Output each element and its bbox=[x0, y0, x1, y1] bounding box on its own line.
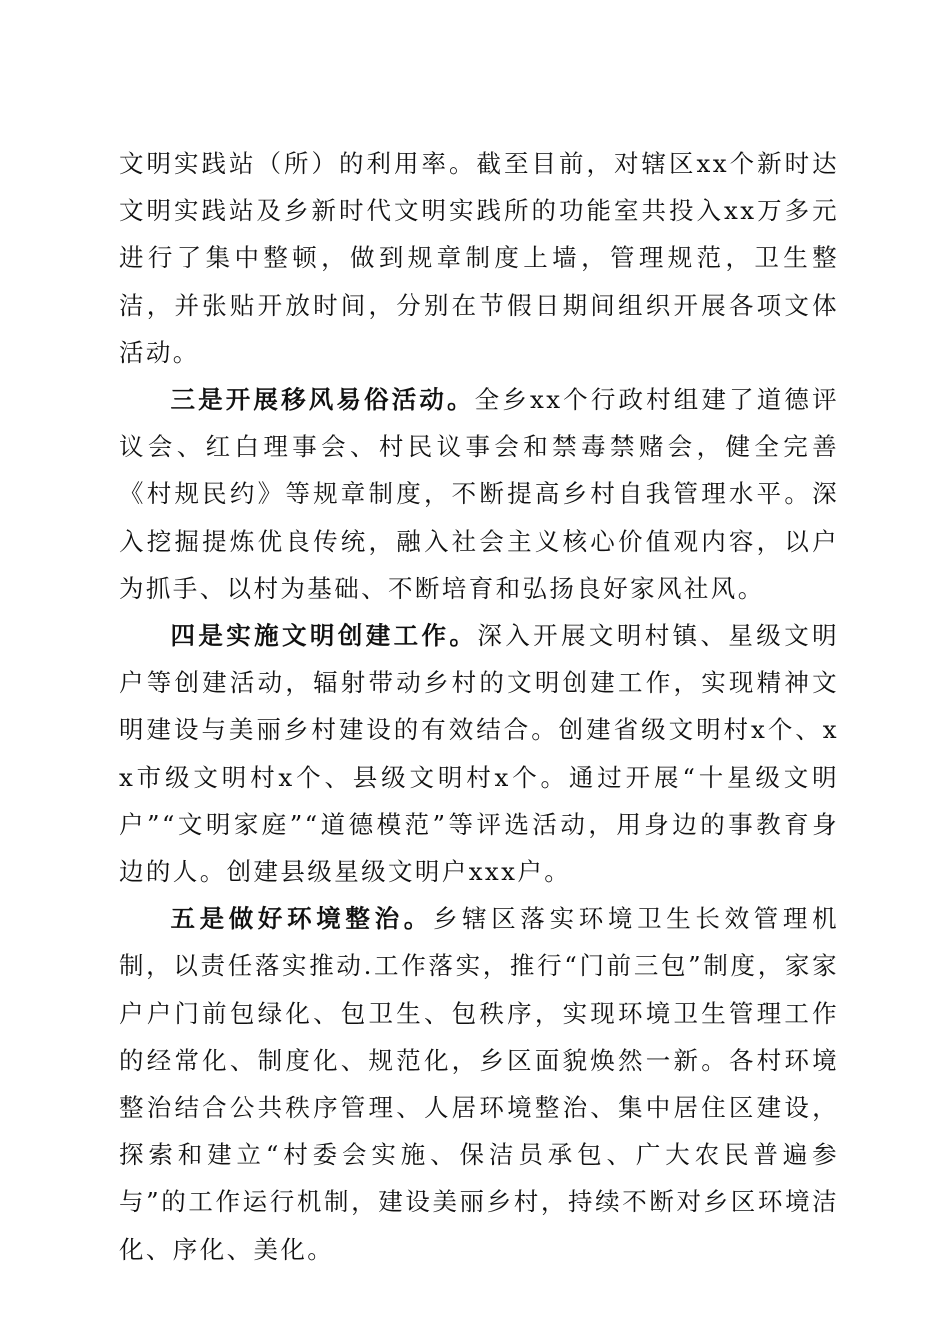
paragraph-environment-improvement bbox=[119, 895, 839, 1273]
paragraph-customs-reform bbox=[119, 376, 839, 612]
paragraph-lead: 三是开展移风易俗活动。 bbox=[170, 385, 475, 415]
paragraph-body: 乡辖区落实环境卫生长效管理机制，以责任落实推动.工作落实，推行“门前三包”制度，家家户户门前包绿化、包卫生、包秩序，实现环境卫生管理工作的经常化、制度化、规范化，乡区面貌焕然一新。各村环境整治结合公共秩序管理、人居环境整治、集中居住区建设，探索和建立“村委会实施、保洁员承包、广大农民普遍参与”的工作运行机制，建设美丽乡村，持续不断对乡区环境洁化、序化、美化。 bbox=[119, 904, 839, 1264]
paragraph-civilization-creation bbox=[119, 612, 839, 895]
paragraph-body: 文明实践站（所）的利用率。截至目前，对辖区xx个新时达文明实践站及乡新时代文明实践所的功能室共投入xx万多元进行了集中整顿，做到规章制度上墙，管理规范，卫生整洁，并张贴开放时间，分别在节假日期间组织开展各项文体活动。 bbox=[119, 149, 839, 367]
document-body bbox=[119, 140, 839, 1273]
paragraph-body: 全乡xx个行政村组建了道德评议会、红白理事会、村民议事会和禁毒禁赌会，健全完善《村规民约》等规章制度，不断提高乡村自我管理水平。深入挖掘提炼优良传统，融入社会主义核心价值观内容，以户为抓手、以村为基础、不断培育和弘扬良好家风社风。 bbox=[119, 385, 839, 603]
paragraph-lead: 四是实施文明创建工作。 bbox=[170, 621, 478, 651]
paragraph-body: 深入开展文明村镇、星级文明户等创建活动，辐射带动乡村的文明创建工作，实现精神文明建设与美丽乡村建设的有效结合。创建省级文明村x个、xx市级文明村x个、县级文明村x个。通过开展“十星级文明户”“文明家庭”“道德模范”等评选活动，用身边的事教育身边的人。创建县级星级文明户xxx户。 bbox=[119, 621, 840, 887]
paragraph-continuation bbox=[119, 140, 839, 376]
paragraph-lead: 五是做好环境整治。 bbox=[170, 904, 433, 934]
